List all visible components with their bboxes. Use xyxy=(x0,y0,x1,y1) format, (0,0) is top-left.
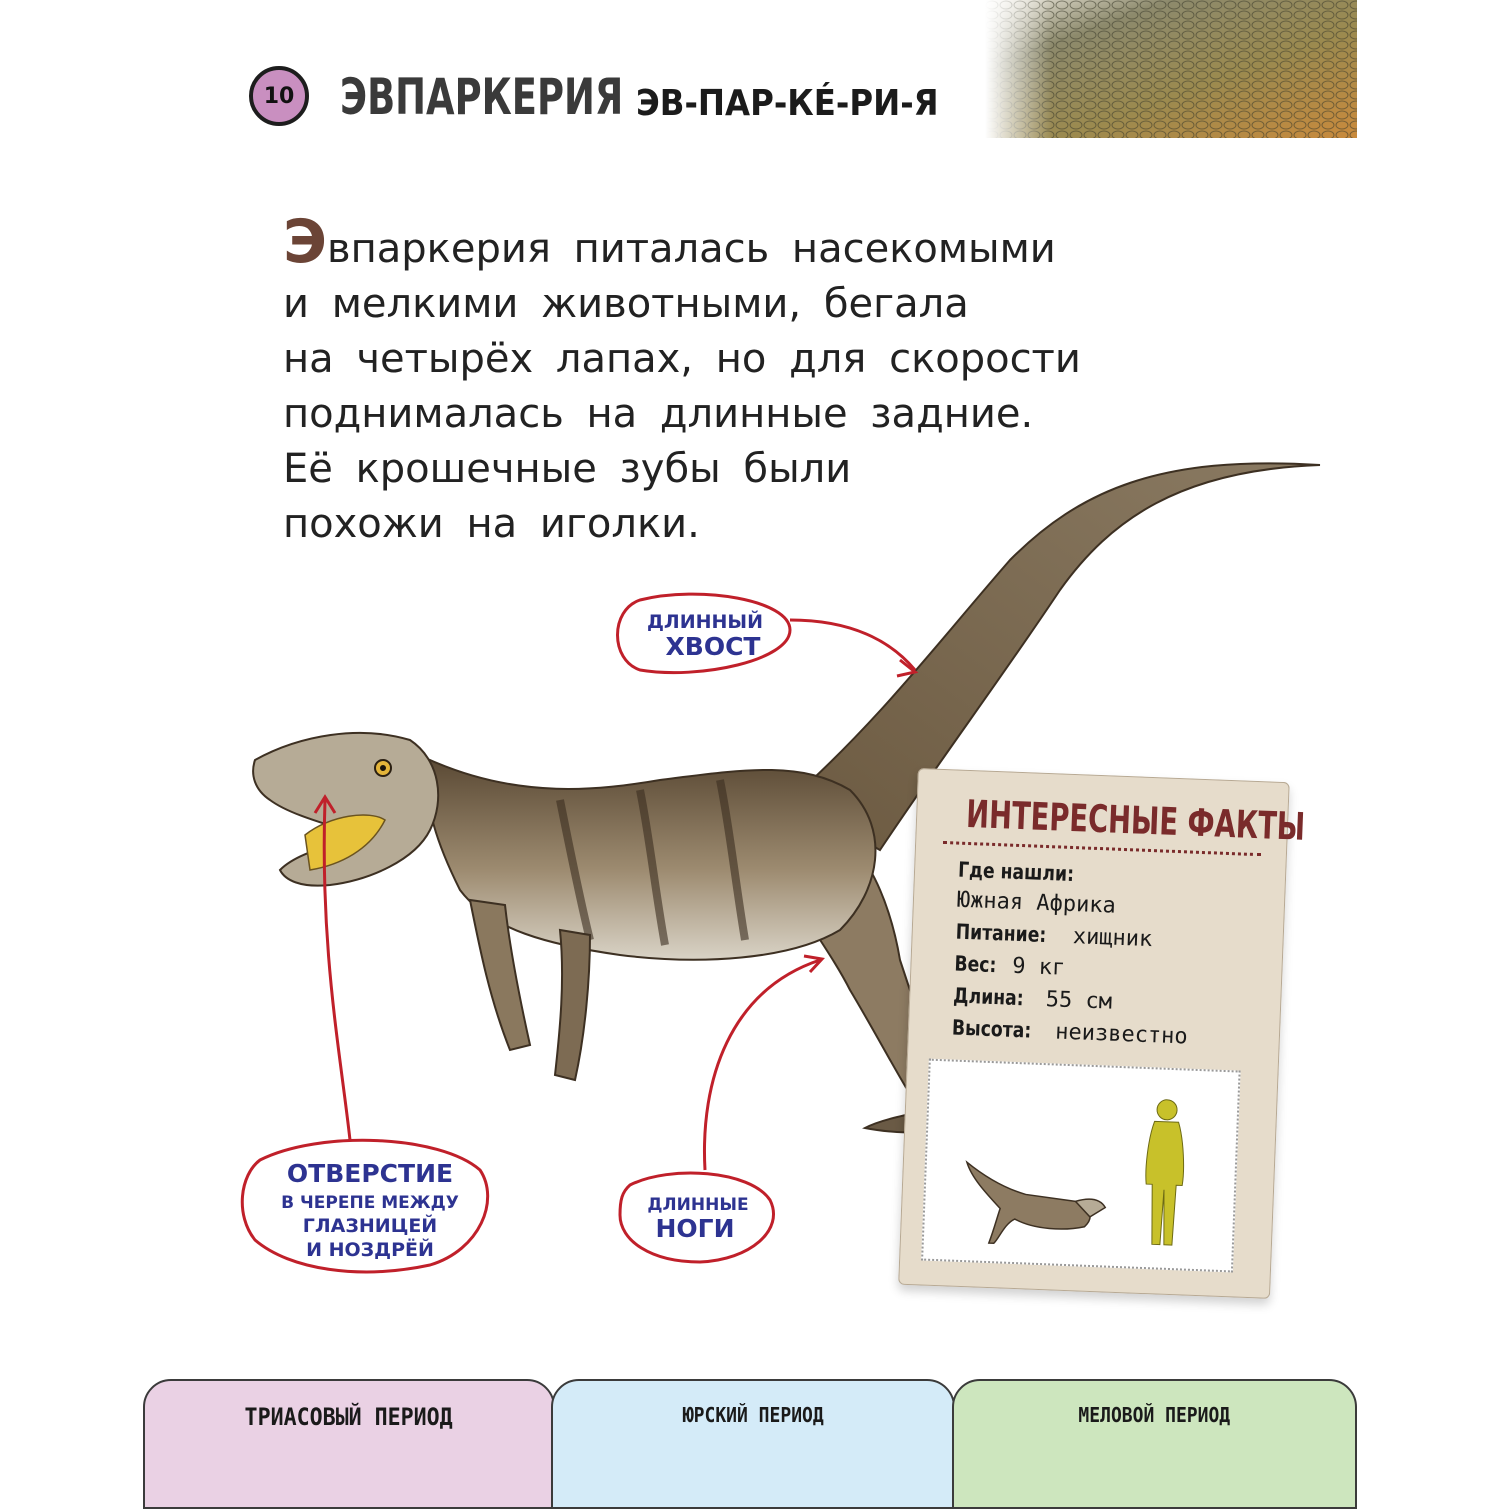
callout-skull-line4: И НОЗДРЁЙ xyxy=(306,1239,434,1261)
fact-where-label-row: Где нашли: xyxy=(957,857,1075,887)
dino-silhouette-small xyxy=(964,1162,1107,1247)
human-silhouette xyxy=(1143,1099,1186,1245)
tab-jurassic-label: ЮРСКИЙ ПЕРИОД xyxy=(682,1403,824,1427)
callout-tail-line1: ДЛИННЫЙ xyxy=(647,611,763,633)
drop-cap: Э xyxy=(283,207,328,277)
tab-triassic-label: ТРИАСОВЫЙ ПЕРИОД xyxy=(244,1403,454,1431)
page-number: 10 xyxy=(249,66,309,126)
fact-length-row: Длина: 55 см xyxy=(952,983,1113,1015)
text-line: впаркерия питалась насекомыми xyxy=(327,226,1056,272)
facts-card xyxy=(898,768,1306,1299)
tab-triassic-period[interactable] xyxy=(143,1379,555,1509)
page-title: ЭВПАРКЕРИЯ xyxy=(340,68,624,126)
fact-diet-row: Питание: хищник xyxy=(955,919,1153,953)
facts-title: ИНТЕРЕСНЫЕ ФАКТЫ xyxy=(965,791,1306,849)
callout-tail xyxy=(618,594,916,676)
fact-where-value-row: Южная Африка xyxy=(956,887,1117,919)
callout-skull-line3: ГЛАЗНИЦЕЙ xyxy=(302,1215,438,1237)
pronunciation: ЭВ-ПАР-КÉ-РИ-Я xyxy=(636,83,939,124)
text-line: Её крошечные зубы были xyxy=(283,446,852,492)
text-line: похожи на иголки. xyxy=(283,501,700,547)
callout-tail-line2: ХВОСТ xyxy=(665,632,761,661)
fact-height-row: Высота: неизвестно xyxy=(951,1015,1189,1050)
text-line: и мелкими животными, бегала xyxy=(283,281,969,327)
tab-cretaceous-label: МЕЛОВОЙ ПЕРИОД xyxy=(1078,1403,1231,1427)
callout-skull-line1: ОТВЕРСТИЕ xyxy=(286,1159,454,1188)
tab-jurassic-period[interactable] xyxy=(551,1379,955,1509)
callout-legs xyxy=(620,956,822,1262)
callout-skull-line2: В ЧЕРЕПЕ МЕЖДУ xyxy=(281,1193,459,1213)
tab-cretaceous-period[interactable] xyxy=(952,1379,1357,1509)
callout-legs-line2: НОГИ xyxy=(655,1214,735,1243)
fact-weight-row: Вес: 9 кг xyxy=(954,951,1066,981)
size-comparison xyxy=(921,1059,1241,1273)
text-line: на четырёх лапах, но для скорости xyxy=(283,336,1081,382)
callout-legs-line1: ДЛИННЫЕ xyxy=(647,1195,749,1215)
text-line: поднималась на длинные задние. xyxy=(283,391,1034,437)
dino-head xyxy=(253,733,438,886)
